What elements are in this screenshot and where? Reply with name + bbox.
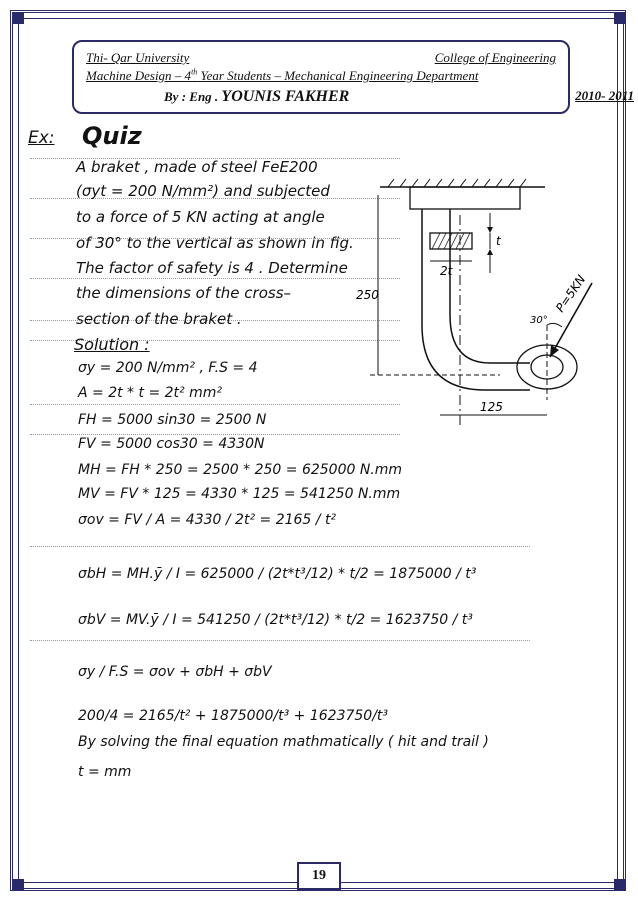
problem-line: (σyt = 200 N/mm²) and subjected: [76, 182, 330, 200]
solution-step: t = mm: [78, 764, 132, 780]
problem-line: A braket , made of steel FeE200: [76, 158, 318, 176]
course-rest: Year Students – Mechanical Engineering Department: [200, 68, 479, 84]
course-prefix: Machine Design – 4: [86, 68, 192, 84]
solution-step: 200/4 = 2165/t² + 1875000/t³ + 1623750/t³: [78, 708, 389, 724]
solution-step: A = 2t * t = 2t² mm²: [78, 385, 222, 401]
by-label: By : Eng .: [164, 89, 219, 104]
page-number: 19: [297, 862, 341, 890]
solution-label: Solution :: [74, 335, 150, 354]
college-name: College of Engineering: [434, 50, 556, 65]
solution-step: σbV = MV.ȳ / I = 541250 / (2t*t³/12) * t/2 = 1623750 / t³: [78, 612, 473, 628]
solution-step: σov = FV / A = 4330 / 2t² = 2165 / t²: [78, 512, 337, 528]
academic-years: 2010- 2011: [575, 88, 634, 103]
university-name: Thi- Qar University: [86, 50, 190, 65]
solution-step: By solving the final equation mathmatically ( hit and trail ): [78, 734, 489, 750]
problem-title: Quiz: [82, 122, 142, 150]
corner-ornament: [614, 12, 626, 24]
problem-line: the dimensions of the cross–: [76, 284, 292, 302]
force-label: P=5KN: [552, 272, 589, 315]
solution-step: σbH = MH.ȳ / I = 625000 / (2t*t³/12) * t/2 = 1875000 / t³: [78, 566, 477, 582]
course-sup: th: [191, 68, 198, 77]
problem-line: of 30° to the vertical as shown in fig.: [76, 234, 354, 252]
problem-line: section of the braket .: [76, 310, 242, 328]
corner-ornament: [614, 879, 626, 891]
solution-step: σy = 200 N/mm² , F.S = 4: [78, 360, 258, 376]
corner-ornament: [12, 879, 24, 891]
solution-step: MV = FV * 125 = 4330 * 125 = 541250 N.mm: [78, 486, 401, 502]
ex-label: Ex:: [28, 128, 55, 148]
dim-t-label: t: [496, 234, 501, 248]
page-header: [72, 40, 634, 114]
angle-label: 30°: [530, 315, 548, 326]
author-name: YOUNIS FAKHER: [221, 88, 350, 105]
problem-line: The factor of safety is 4 . Determine: [76, 259, 348, 277]
problem-line: to a force of 5 KN acting at angle: [76, 208, 325, 226]
solution-step: FH = 5000 sin30 = 2500 N: [78, 412, 267, 428]
solution-step: MH = FH * 250 = 2500 * 250 = 625000 N.mm: [78, 462, 403, 478]
dim-2t-label: 2t: [440, 264, 453, 278]
bracket-figure: [340, 175, 615, 435]
course-line: [86, 68, 556, 84]
dim-250-label: 250: [356, 288, 379, 302]
solution-step: FV = 5000 cos30 = 4330N: [78, 436, 265, 452]
corner-ornament: [12, 12, 24, 24]
dim-125-label: 125: [480, 400, 503, 414]
solution-step: σy / F.S = σov + σbH + σbV: [78, 664, 272, 680]
